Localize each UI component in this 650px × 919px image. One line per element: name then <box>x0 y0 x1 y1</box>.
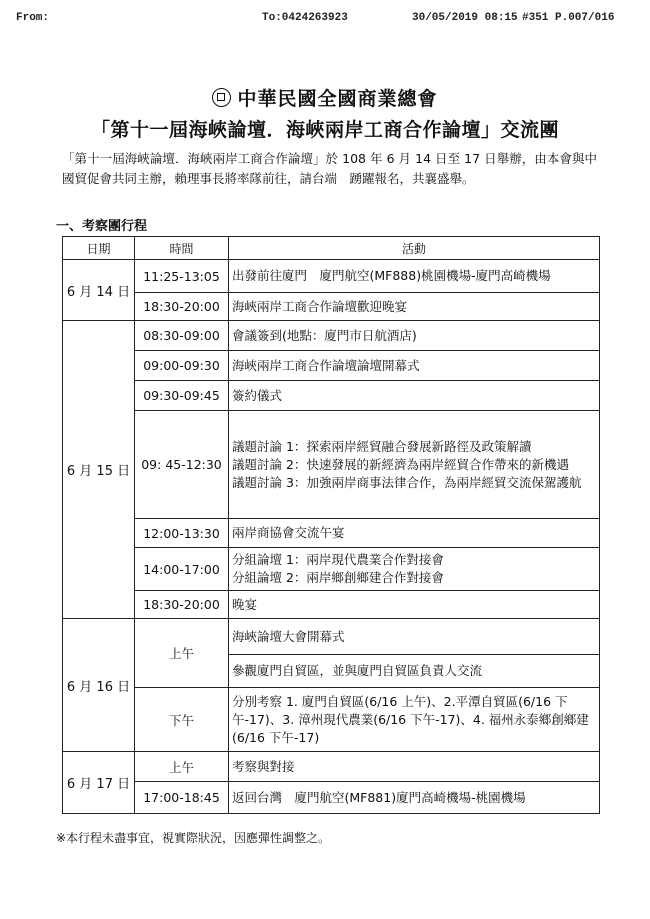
date-cell: 6 月 17 日 <box>63 752 135 814</box>
activity-cell <box>229 548 600 591</box>
table-row <box>63 260 600 293</box>
activity-cell: 出發前往廈門 廈門航空(MF888)桃園機場-廈門高崎機場 <box>229 260 600 293</box>
activity-cell: 海峽兩岸工商合作論壇歡迎晚宴 <box>229 293 600 321</box>
header-date: 日期 <box>63 237 135 260</box>
date-cell: 6 月 15 日 <box>63 321 135 619</box>
table-row <box>63 752 600 782</box>
fax-to: To:0424263923 <box>262 12 348 24</box>
table-row <box>63 293 600 321</box>
organization-heading <box>0 84 650 111</box>
footnote: ※本行程未盡事宜，視實際狀況，因應彈性調整之。 <box>56 831 331 845</box>
table-row <box>63 351 600 381</box>
date-cell: 6 月 14 日 <box>63 260 135 321</box>
table-row <box>63 688 600 752</box>
activity-cell: 晚宴 <box>229 591 600 619</box>
activity-cell <box>229 411 600 519</box>
table-row <box>63 411 600 519</box>
time-cell: 12:00-13:30 <box>135 519 229 548</box>
header-activity: 活動 <box>229 237 600 260</box>
time-cell: 14:00-17:00 <box>135 548 229 591</box>
activity-cell: 簽約儀式 <box>229 381 600 411</box>
activity-cell: 海峽兩岸工商合作論壇論壇開幕式 <box>229 351 600 381</box>
organization-name: 中華民國全國商業總會 <box>237 88 438 110</box>
header-time: 時間 <box>135 237 229 260</box>
activity-line: 分組論壇 2：兩岸鄉創鄉建合作對接會 <box>232 570 444 585</box>
date-cell: 6 月 16 日 <box>63 619 135 752</box>
activity-cell: 參觀廈門自貿區，並與廈門自貿區負責人交流 <box>229 655 600 688</box>
table-row <box>63 381 600 411</box>
topic-label: 議題討論 2： <box>232 456 307 472</box>
document-title: 「第十一屆海峽論壇．海峽兩岸工商合作論壇」交流團 <box>90 119 559 141</box>
time-cell: 17:00-18:45 <box>135 782 229 814</box>
time-cell: 09:00-09:30 <box>135 351 229 381</box>
time-cell: 09: 45-12:30 <box>135 411 229 519</box>
table-row <box>63 548 600 591</box>
intro-paragraph: 「第十一屆海峽論壇．海峽兩岸工商合作論壇」於 108 年 6 月 14 日至 17 日舉辦，由本會與中國貿促會共同主辦，賴理事長將率隊前往，請台端 踴躍報名，共襄盛舉。 <box>62 151 597 186</box>
time-cell: 08:30-09:00 <box>135 321 229 351</box>
table-row <box>63 782 600 814</box>
table-row <box>63 619 600 655</box>
table-header-row <box>63 237 600 260</box>
topic-item <box>232 456 596 474</box>
section-title: 一、考察團行程 <box>56 219 148 234</box>
activity-cell: 會議簽到(地點：廈門市日航酒店) <box>229 321 600 351</box>
activity-cell: 兩岸商協會交流午宴 <box>229 519 600 548</box>
time-cell: 上午 <box>135 752 229 782</box>
topic-text: 加強兩岸商事法律合作，為兩岸經貿交流保駕護航 <box>306 474 582 490</box>
time-cell: 09:30-09:45 <box>135 381 229 411</box>
time-cell: 11:25-13:05 <box>135 260 229 293</box>
table-row <box>63 321 600 351</box>
fax-page: #351 P.007/016 <box>522 12 615 24</box>
time-cell: 下午 <box>135 688 229 752</box>
time-cell: 18:30-20:00 <box>135 591 229 619</box>
activity-line: 分組論壇 1：兩岸現代農業合作對接會 <box>232 552 444 567</box>
fax-datetime: 30/05/2019 08:15 <box>412 12 518 24</box>
topic-text: 探索兩岸經貿融合發展新路徑及政策解讀 <box>306 438 532 454</box>
topic-item <box>232 438 596 456</box>
activity-cell: 海峽論壇大會開幕式 <box>229 619 600 655</box>
topic-label: 議題討論 3： <box>232 474 307 490</box>
table-row <box>63 591 600 619</box>
time-cell: 18:30-20:00 <box>135 293 229 321</box>
itinerary-table <box>62 236 600 814</box>
fax-from: From: <box>16 12 50 24</box>
activity-cell: 分別考察 1. 廈門自貿區(6/16 上午)、2.平潭自貿區(6/16 下午-17)、3. 漳州現代農業(6/16 下午-17)、4. 福州永泰鄉創鄉建(6/16 下午-17) <box>229 688 600 752</box>
topic-text: 快速發展的新經濟為兩岸經貿合作帶來的新機遇 <box>306 456 569 472</box>
table-row <box>63 519 600 548</box>
activity-cell: 考察與對接 <box>229 752 600 782</box>
topic-item <box>232 474 596 492</box>
topic-label: 議題討論 1： <box>232 438 307 454</box>
activity-cell: 返回台灣 廈門航空(MF881)廈門高崎機場-桃園機場 <box>229 782 600 814</box>
fax-header <box>0 12 650 28</box>
time-cell: 上午 <box>135 619 229 688</box>
organization-seal-icon <box>212 88 231 107</box>
